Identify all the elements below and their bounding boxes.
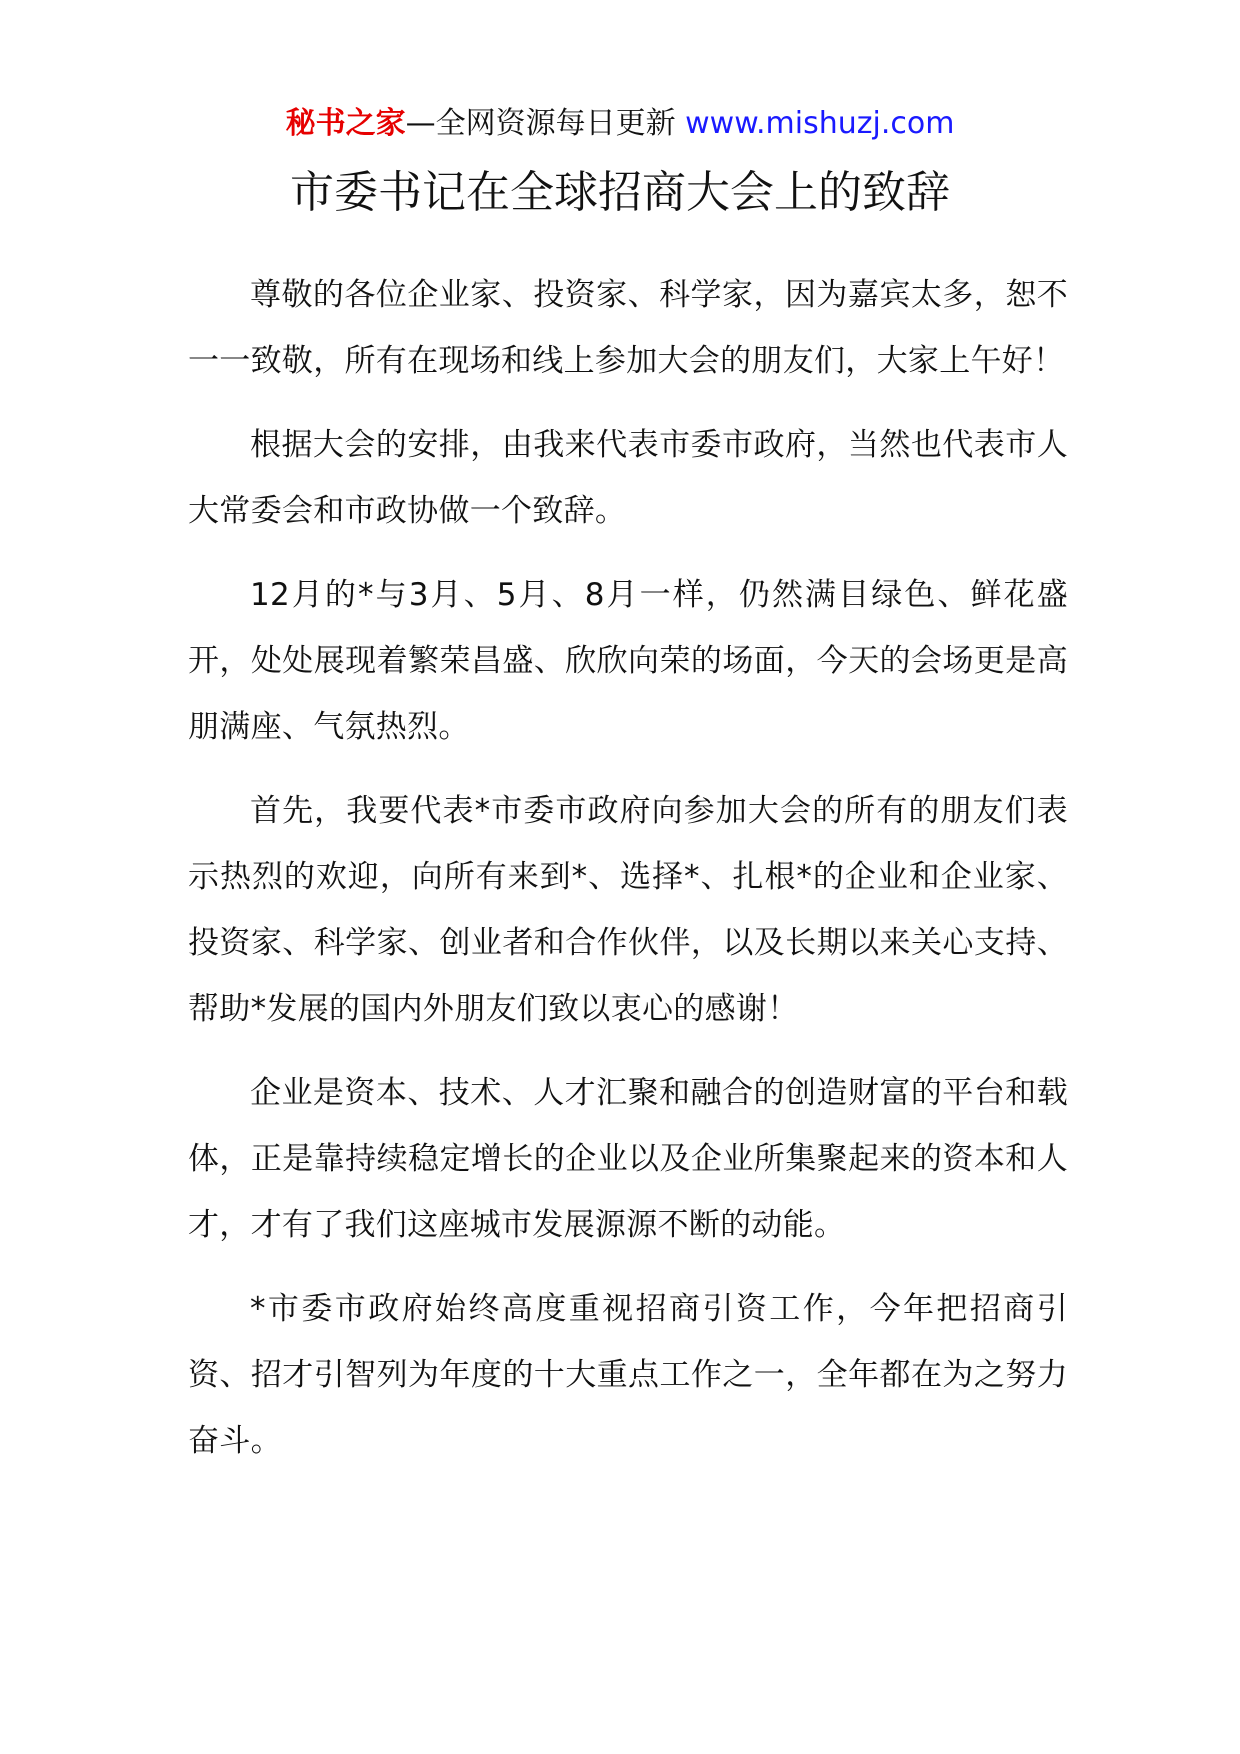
- paragraph-investment: *市委市政府始终高度重视招商引资工作，今年把招商引资、招才引智列为年度的十大重点工作之一，全年都在为之努力奋斗。: [188, 1291, 1068, 1459]
- brand-name: 秘书之家: [285, 106, 406, 141]
- site-url-link[interactable]: www.mishuzj.com: [685, 106, 955, 141]
- site-header: [0, 104, 1240, 144]
- paragraph-scenery: 12月的*与3月、5月、8月一样，仍然满目绿色、鲜花盛开，处处展现着繁荣昌盛、欣欣向荣的场面，今天的会场更是高朋满座、气氛热烈。: [188, 577, 1068, 745]
- paragraph-welcome: 首先，我要代表*市委市政府向参加大会的所有的朋友们表示热烈的欢迎，向所有来到*、选择*、扎根*的企业和企业家、投资家、科学家、创业者和合作伙伴，以及长期以来关心支持、帮助*发展的国内外朋友们致以衷心的感谢！: [188, 793, 1068, 1027]
- paragraph-greeting: 尊敬的各位企业家、投资家、科学家，因为嘉宾太多，恕不一一致敬，所有在现场和线上参加大会的朋友们，大家上午好！: [188, 277, 1068, 379]
- document-title: 市委书记在全球招商大会上的致辞: [290, 167, 950, 218]
- header-slogan: —全网资源每日更新: [405, 106, 676, 141]
- paragraph-enterprise: 企业是资本、技术、人才汇聚和融合的创造财富的平台和载体，正是靠持续稳定增长的企业以及企业所集聚起来的资本和人才，才有了我们这座城市发展源源不断的动能。: [188, 1075, 1068, 1243]
- document-body: [188, 262, 1068, 1492]
- paragraph-arrangement: 根据大会的安排，由我来代表市委市政府，当然也代表市人大常委会和市政协做一个致辞。: [188, 427, 1068, 529]
